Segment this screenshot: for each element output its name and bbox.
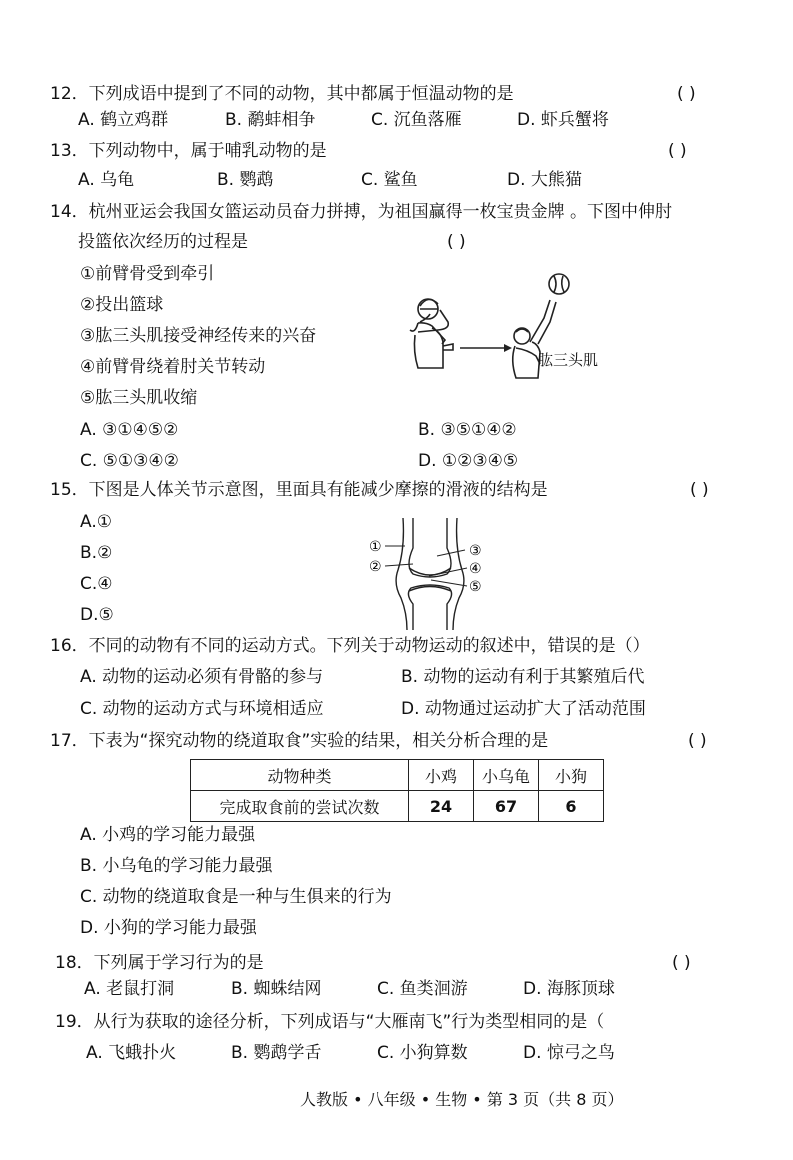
q14-answer-bracket: ( ) (447, 232, 466, 252)
q18-option-c: C. 鱼类洄游 (377, 979, 468, 999)
q19-option-a: A. 飞蛾扑火 (86, 1043, 177, 1063)
q14-stem-line2: 投篮依次经历的过程是 (78, 232, 248, 252)
q15-joint-diagram (365, 518, 495, 630)
q15-option-b: B.② (80, 543, 113, 563)
q17-option-d: D. 小狗的学习能力最强 (80, 918, 257, 938)
q18-stem: 18．下列属于学习行为的是 (55, 953, 264, 973)
q18-option-d: D. 海豚顶球 (523, 979, 615, 999)
page-footer: 人教版 • 八年级 • 生物 • 第 3 页（共 8 页） (300, 1090, 624, 1109)
q19-stem: 19．从行为获取的途径分析，下列成语与“大雁南飞”行为类型相同的是（ (55, 1012, 605, 1032)
q16-option-a: A. 动物的运动必须有骨骼的参与 (80, 667, 324, 687)
q16-stem: 16．不同的动物有不同的运动方式。下列关于动物运动的叙述中，错误的是（） (50, 636, 650, 656)
q17-option-c: C. 动物的绕道取食是一种与生俱来的行为 (80, 887, 392, 907)
table-header-cell: 小乌龟 (474, 760, 539, 791)
q14-step-2: ②投出篮球 (80, 295, 164, 315)
q13-option-b: B. 鹦鹉 (217, 170, 274, 190)
q15-option-d: D.⑤ (80, 605, 114, 625)
player-before-shot (410, 299, 453, 368)
q16-option-c: C. 动物的运动方式与环境相适应 (80, 699, 324, 719)
q18-answer-bracket: ( ) (672, 953, 691, 973)
q14-option-b: B. ③⑤①④② (418, 420, 517, 440)
q14-step-5: ⑤肱三头肌收缩 (80, 388, 198, 408)
q15-stem: 15．下图是人体关节示意图，里面具有能减少摩擦的滑液的结构是 (50, 480, 548, 500)
q16-option-b: B. 动物的运动有利于其繁殖后代 (401, 667, 645, 687)
q17-stem: 17．下表为“探究动物的绕道取食”实验的结果，相关分析合理的是 (50, 731, 549, 751)
table-header-cell: 动物种类 (191, 760, 409, 791)
q17-option-a: A. 小鸡的学习能力最强 (80, 825, 256, 845)
q13-answer-bracket: ( ) (668, 141, 687, 161)
q14-step-3: ③肱三头肌接受神经传来的兴奋 (80, 326, 317, 346)
table-cell: 完成取食前的尝试次数 (191, 791, 409, 822)
q14-step-4: ④前臂骨绕着肘关节转动 (80, 357, 266, 377)
q13-option-a: A. 乌龟 (78, 170, 135, 190)
q19-option-c: C. 小狗算数 (377, 1043, 468, 1063)
joint-label-4: ④ (469, 561, 482, 577)
q19-option-b: B. 鹦鹉学舌 (231, 1043, 322, 1063)
q17-option-b: B. 小乌龟的学习能力最强 (80, 856, 273, 876)
joint-label-5: ⑤ (469, 579, 482, 595)
q14-figure-label: 肱三头肌 (538, 351, 599, 369)
joint-label-2: ② (369, 559, 382, 575)
q18-option-b: B. 蜘蛛结网 (231, 979, 322, 999)
joint-leader-lines (385, 546, 467, 586)
arrow-head-icon (504, 344, 512, 352)
q14-step-1: ①前臂骨受到牵引 (80, 264, 215, 284)
q15-option-c: C.④ (80, 574, 113, 594)
q13-option-c: C. 鲨鱼 (361, 170, 418, 190)
joint-label-1: ① (369, 539, 382, 555)
q12-option-a: A. 鹤立鸡群 (78, 110, 169, 130)
table-cell: 67 (474, 791, 539, 822)
q14-stem-line1: 14．杭州亚运会我国女篮运动员奋力拼搏，为祖国赢得一枚宝贵金牌 。下图中伸肘 (50, 202, 673, 222)
q14-option-d: D. ①②③④⑤ (418, 451, 519, 471)
table-cell: 24 (409, 791, 474, 822)
q14-shooting-figure (398, 268, 613, 386)
q15-option-a: A.① (80, 512, 112, 532)
q14-option-a: A. ③①④⑤② (80, 420, 179, 440)
q19-option-d: D. 惊弓之鸟 (523, 1043, 615, 1063)
q14-option-c: C. ⑤①③④② (80, 451, 179, 471)
q18-option-a: A. 老鼠打洞 (84, 979, 175, 999)
table-header-cell: 小狗 (539, 760, 604, 791)
table-cell: 6 (539, 791, 604, 822)
q12-option-b: B. 鹬蚌相争 (225, 110, 316, 130)
q12-answer-bracket: ( ) (677, 84, 696, 104)
q13-stem: 13．下列动物中，属于哺乳动物的是 (50, 141, 327, 161)
q15-answer-bracket: ( ) (690, 480, 709, 500)
q12-option-d: D. 虾兵蟹将 (517, 110, 609, 130)
q12-stem: 12．下列成语中提到了不同的动物，其中都属于恒温动物的是 (50, 84, 514, 104)
table-header-cell: 小鸡 (409, 760, 474, 791)
q16-option-d: D. 动物通过运动扩大了活动范围 (401, 699, 646, 719)
joint-bones (396, 518, 464, 630)
q17-result-table (190, 759, 604, 822)
q12-option-c: C. 沉鱼落雁 (371, 110, 462, 130)
joint-label-3: ③ (469, 543, 482, 559)
q13-option-d: D. 大熊猫 (507, 170, 582, 190)
q17-answer-bracket: ( ) (688, 731, 707, 751)
table-row (191, 791, 604, 822)
table-row (191, 760, 604, 791)
